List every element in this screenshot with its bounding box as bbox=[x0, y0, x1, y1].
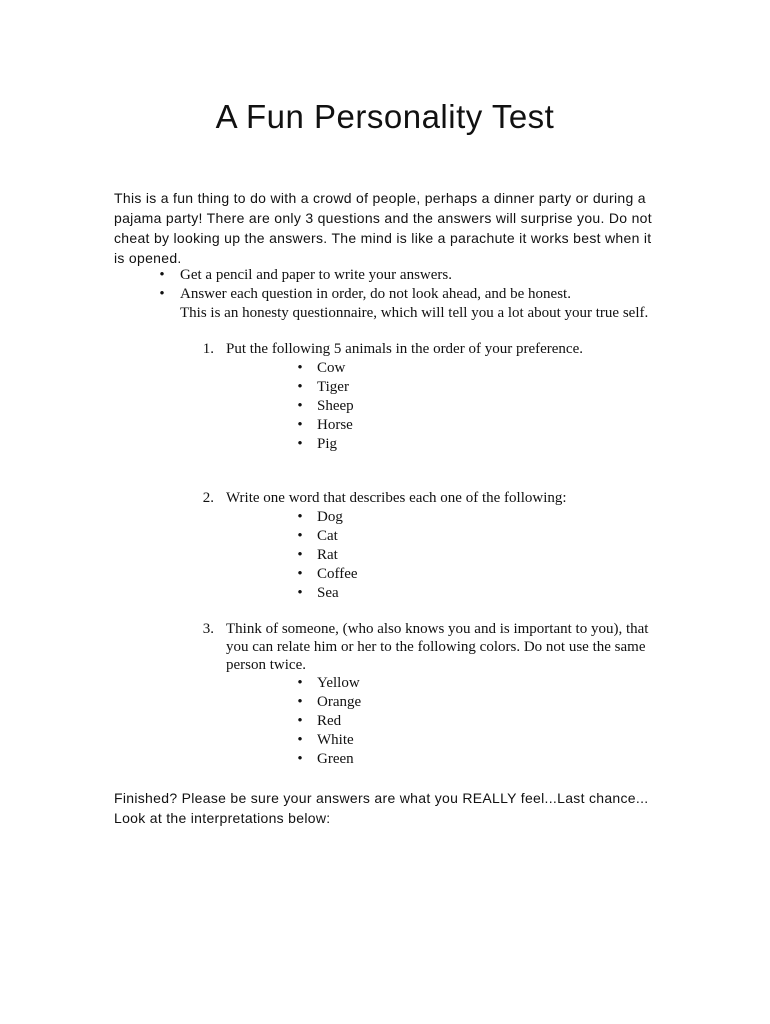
question-text-continued: you can relate him or her to the following colors. Do not use the same bbox=[226, 639, 646, 655]
list-item-label: Sheep bbox=[317, 398, 354, 414]
bullet-icon: • bbox=[297, 528, 303, 544]
bullet-icon: • bbox=[297, 436, 303, 452]
list-item-label: Rat bbox=[317, 547, 338, 563]
instruction-text: Answer each question in order, do not look ahead, and be honest. bbox=[180, 286, 571, 302]
question-text: Write one word that describes each one of the following: bbox=[226, 490, 567, 506]
bullet-icon: • bbox=[297, 675, 303, 691]
list-item-label: Tiger bbox=[317, 379, 349, 395]
question-number: 1. bbox=[202, 341, 214, 357]
intro-paragraph: This is a fun thing to do with a crowd of people, perhaps a dinner party or during a pajama party! There are only 3 questions and the answers will surprise you. Do not cheat by looking up the answers. The mind is like a parachute it works best when it is opened. bbox=[114, 190, 652, 266]
bullet-icon: • bbox=[297, 585, 303, 601]
list-item-label: Coffee bbox=[317, 566, 358, 582]
bullet-icon: • bbox=[297, 417, 303, 433]
bullet-icon: • bbox=[297, 360, 303, 376]
finish-line: Look at the interpretations below: bbox=[114, 810, 331, 826]
finish-line: Finished? Please be sure your answers are what you REALLY feel...Last chance... bbox=[114, 790, 649, 806]
instruction-note: This is an honesty questionnaire, which will tell you a lot about your true self. bbox=[180, 305, 649, 321]
bullet-icon: • bbox=[159, 286, 165, 302]
bullet-icon: • bbox=[297, 713, 303, 729]
bullet-icon: • bbox=[297, 694, 303, 710]
question-text-continued: person twice. bbox=[226, 657, 306, 673]
instruction-text: Get a pencil and paper to write your answers. bbox=[180, 267, 452, 283]
list-item-label: Green bbox=[317, 751, 354, 767]
question-text: Put the following 5 animals in the order of your preference. bbox=[226, 341, 583, 357]
bullet-icon: • bbox=[159, 267, 165, 283]
list-item-label: Orange bbox=[317, 694, 362, 710]
bullet-icon: • bbox=[297, 751, 303, 767]
question-text: Think of someone, (who also knows you and is important to you), that bbox=[226, 621, 649, 637]
list-item-label: Cat bbox=[317, 528, 338, 544]
list-item-label: Sea bbox=[317, 585, 339, 601]
list-item-label: Horse bbox=[317, 417, 353, 433]
list-item-label: Yellow bbox=[317, 675, 360, 691]
bullet-icon: • bbox=[297, 509, 303, 525]
question-number: 3. bbox=[202, 621, 214, 637]
list-item-label: Red bbox=[317, 713, 342, 729]
bullet-icon: • bbox=[297, 547, 303, 563]
question-number: 2. bbox=[202, 490, 214, 506]
bullet-icon: • bbox=[297, 732, 303, 748]
list-item-label: White bbox=[317, 732, 354, 748]
document-title: A Fun Personality Test bbox=[215, 98, 555, 135]
bullet-icon: • bbox=[297, 566, 303, 582]
bullet-icon: • bbox=[297, 379, 303, 395]
list-item-label: Dog bbox=[317, 509, 343, 525]
bullet-icon: • bbox=[297, 398, 303, 414]
list-item-label: Cow bbox=[317, 360, 346, 376]
list-item-label: Pig bbox=[317, 436, 338, 452]
